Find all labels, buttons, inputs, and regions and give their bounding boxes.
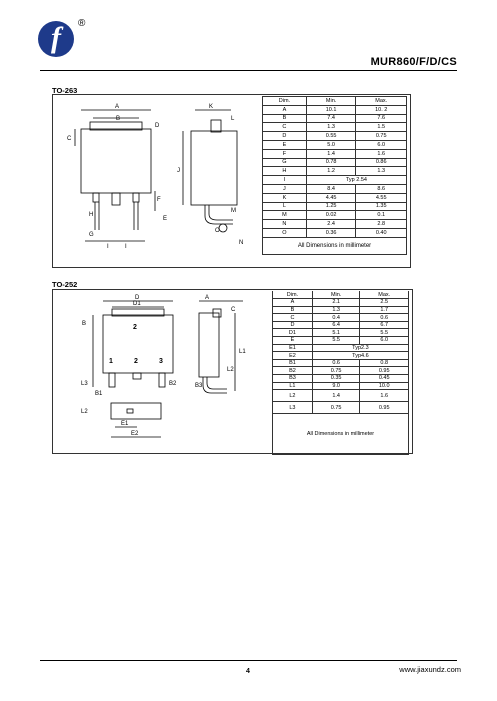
column-header: Min. (312, 291, 360, 299)
section-title-to252: TO-252 (52, 280, 78, 289)
table-cell: 5.0 (306, 140, 356, 149)
table-cell: 5.1 (312, 329, 360, 337)
table-header (273, 291, 409, 299)
table-cell: Typ4.6 (312, 352, 408, 360)
footer-url: www.jiaxundz.com (399, 665, 461, 674)
section-title-to263: TO-263 (52, 86, 78, 95)
column-header: Dim. (273, 291, 313, 299)
table-cell: B2 (273, 367, 313, 375)
label-pin-1: 1 (109, 358, 113, 365)
table-cell: E2 (273, 352, 313, 360)
table-cell: 2.5 (360, 299, 409, 307)
label-B3: B3 (195, 383, 203, 389)
page-number: 4 (246, 668, 250, 675)
table-cell: I (263, 176, 307, 185)
table-row (263, 202, 407, 211)
table-cell: 0.95 (360, 367, 409, 375)
label-B: B (116, 116, 121, 122)
table-cell: 10. 2 (356, 105, 407, 114)
table-cell: 10.0 (360, 382, 409, 390)
table-cell: L3 (273, 402, 313, 414)
table-cell: 0.78 (306, 158, 356, 167)
label-N: N (239, 240, 244, 246)
table-cell: G (263, 158, 307, 167)
table-row (273, 321, 409, 329)
table-cell: Typ 2.54 (306, 176, 406, 185)
table-row (273, 382, 409, 390)
label-J: J (177, 168, 180, 174)
part-number: MUR860/F/D/CS (370, 56, 457, 68)
label-I-2: I (125, 244, 127, 250)
table-cell: B1 (273, 359, 313, 367)
header-rule (40, 70, 457, 71)
label-L: L (231, 116, 235, 122)
label-B2: B2 (169, 381, 177, 387)
table-cell: 1.6 (360, 390, 409, 402)
table-cell: 2.4 (306, 220, 356, 229)
table-cell: 0.75 (356, 132, 407, 141)
table-cell: 1.4 (312, 390, 360, 402)
label-E: E (163, 216, 168, 222)
table-row (273, 344, 409, 352)
label-K: K (209, 104, 214, 110)
table-header (263, 97, 407, 106)
table-row (273, 352, 409, 360)
table-cell: A (263, 105, 307, 114)
column-header: Max. (360, 291, 409, 299)
label-E1: E1 (121, 421, 129, 427)
table-cell: 0.86 (356, 158, 407, 167)
table-cell: H (263, 167, 307, 176)
table-cell: E1 (273, 344, 313, 352)
table-cell: 2.1 (312, 299, 360, 307)
table-cell: 1.35 (356, 202, 407, 211)
table-cell: B (263, 114, 307, 123)
label-L2-front: L2 (81, 409, 88, 415)
table-cell: 0.8 (360, 359, 409, 367)
table-cell: Typ2.3 (312, 344, 408, 352)
table-row (263, 228, 407, 237)
label-A: A (115, 104, 120, 110)
label-A: A (205, 295, 210, 301)
label-L2: L2 (227, 367, 234, 373)
table-cell: 0.55 (306, 132, 356, 141)
table-cell: 0.4 (312, 314, 360, 322)
table-cell: E (263, 140, 307, 149)
label-I-1: I (107, 244, 109, 250)
table-cell: F (263, 149, 307, 158)
label-B1: B1 (95, 391, 103, 397)
table-row (263, 114, 407, 123)
label-L3: L3 (81, 381, 88, 387)
column-header: Min. (306, 97, 356, 106)
table-row (263, 149, 407, 158)
table-cell: 6.4 (312, 321, 360, 329)
label-O: O (215, 228, 220, 234)
company-logo: f (38, 21, 74, 57)
table-cell: 1.2 (306, 167, 356, 176)
table-cell: 0.95 (360, 402, 409, 414)
table-cell: 1.3 (306, 123, 356, 132)
label-L1: L1 (239, 349, 246, 355)
table-cell: 1.4 (306, 149, 356, 158)
table-cell: C (263, 123, 307, 132)
label-C: C (67, 136, 72, 142)
label-B: B (82, 321, 87, 327)
table-row (273, 367, 409, 375)
label-D: D (155, 123, 160, 129)
table-cell: 4.45 (306, 193, 356, 202)
table-row (263, 123, 407, 132)
table-cell: B (273, 306, 313, 314)
table-cell: 7.6 (356, 114, 407, 123)
table-cell: 0.75 (312, 402, 360, 414)
table-cell: K (263, 193, 307, 202)
table-cell: M (263, 211, 307, 220)
table-row (273, 375, 409, 383)
table-cell: 1.7 (360, 306, 409, 314)
table-cell: 6.7 (360, 321, 409, 329)
label-C: C (231, 307, 236, 313)
label-tab-2: 2 (133, 324, 137, 331)
table-cell: 5.5 (312, 337, 360, 345)
table-cell: 0.35 (312, 375, 360, 383)
table-cell: 2.8 (356, 220, 407, 229)
label-G: G (89, 232, 94, 238)
table-cell: 0.1 (356, 211, 407, 220)
table-cell: 0.36 (306, 228, 356, 237)
table-cell: 1.3 (356, 167, 407, 176)
table-row (263, 167, 407, 176)
table-cell: 0.40 (356, 228, 407, 237)
table-row (273, 359, 409, 367)
table-cell: 1.25 (306, 202, 356, 211)
table-note: All Dimensions in millimeter (263, 237, 407, 254)
table-row (273, 329, 409, 337)
label-E2: E2 (131, 431, 139, 437)
table-cell: 1.3 (312, 306, 360, 314)
table-cell: 1.6 (356, 149, 407, 158)
table-row (263, 220, 407, 229)
table-cell: 0.02 (306, 211, 356, 220)
label-pin-2: 2 (134, 358, 138, 365)
table-note: All Dimensions in millimeter (273, 414, 409, 455)
table-cell: 6.0 (356, 140, 407, 149)
table-row (263, 193, 407, 202)
table-row (263, 132, 407, 141)
column-header: Dim. (263, 97, 307, 106)
table-row (263, 211, 407, 220)
table-cell: D (263, 132, 307, 141)
table-cell: J (263, 184, 307, 193)
table-row (263, 105, 407, 114)
footer-rule (40, 660, 457, 661)
table-row (263, 158, 407, 167)
table-cell: O (263, 228, 307, 237)
label-M: M (231, 208, 236, 214)
table-cell: 6.0 (360, 337, 409, 345)
label-H: H (89, 212, 94, 218)
table-row (263, 184, 407, 193)
label-F: F (157, 197, 161, 203)
to263-dimension-table (262, 96, 407, 255)
table-cell: N (263, 220, 307, 229)
table-cell: 4.55 (356, 193, 407, 202)
table-cell: 5.5 (360, 329, 409, 337)
table-cell: D (273, 321, 313, 329)
table-cell: 1.5 (356, 123, 407, 132)
column-header: Max. (356, 97, 407, 106)
table-cell: L (263, 202, 307, 211)
table-cell: L2 (273, 390, 313, 402)
table-row (273, 299, 409, 307)
table-cell: 0.45 (360, 375, 409, 383)
label-pin-3: 3 (159, 358, 163, 365)
table-cell: 0.6 (360, 314, 409, 322)
table-cell: 8.4 (306, 184, 356, 193)
table-row (273, 402, 409, 414)
table-cell: 8.6 (356, 184, 407, 193)
label-D: D (135, 295, 140, 301)
table-cell: C (273, 314, 313, 322)
table-row (273, 306, 409, 314)
table-row (273, 390, 409, 402)
to263-package-drawing (55, 96, 260, 264)
table-cell: 9.0 (312, 382, 360, 390)
table-cell: 0.6 (312, 359, 360, 367)
registered-mark: ® (78, 18, 86, 29)
table-row (273, 337, 409, 345)
to252-dimension-table (272, 291, 409, 455)
table-row (263, 176, 407, 185)
table-cell: 7.4 (306, 114, 356, 123)
label-D1: D1 (133, 301, 141, 307)
table-cell: D1 (273, 329, 313, 337)
table-cell: E (273, 337, 313, 345)
table-cell: A (273, 299, 313, 307)
table-cell: B3 (273, 375, 313, 383)
to252-package-drawing (55, 291, 269, 451)
table-cell: 0.75 (312, 367, 360, 375)
table-cell: 10.1 (306, 105, 356, 114)
table-cell: L1 (273, 382, 313, 390)
table-row (263, 140, 407, 149)
table-row (273, 314, 409, 322)
